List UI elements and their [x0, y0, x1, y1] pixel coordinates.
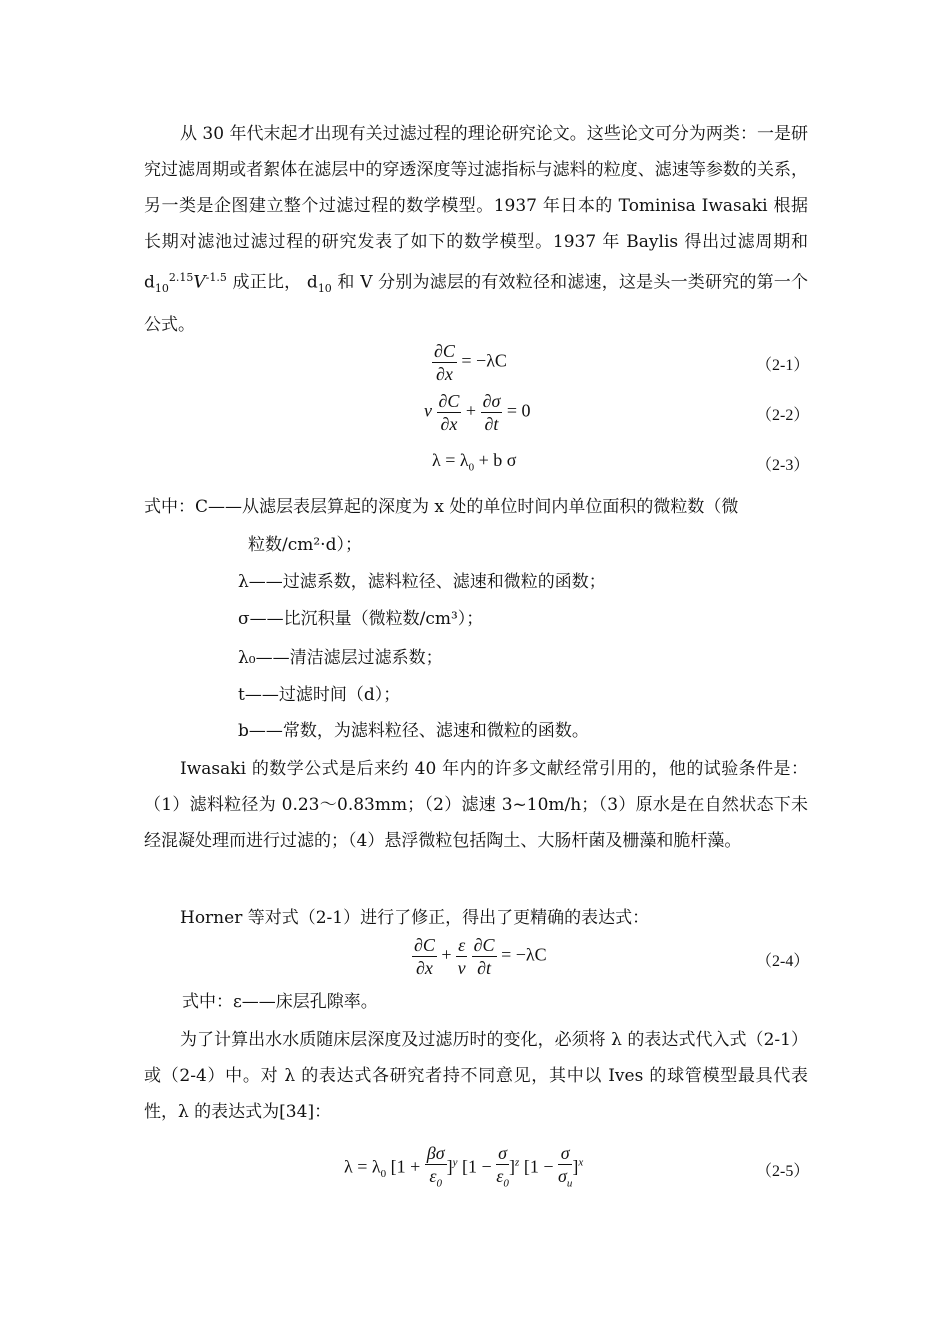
numerator: ∂C — [438, 391, 460, 411]
subscript-10: 10 — [154, 282, 169, 296]
numerator: ε — [458, 935, 466, 955]
denominator — [425, 1165, 447, 1195]
fraction — [437, 390, 462, 435]
subscript-0: 0 — [436, 1177, 442, 1190]
equation-label-2-4: （2-4） — [756, 953, 810, 970]
equation-2-4 — [412, 934, 547, 979]
equation-2-5 — [344, 1142, 583, 1195]
epsilon: ε — [429, 1166, 437, 1186]
bracket-open: [1 − — [462, 1156, 492, 1177]
exponent-y: y — [452, 1156, 458, 1169]
intro-tail-2: 和 V 分别为滤层的有效粒径和滤速，这是头一类研究的第一个公式。 — [144, 272, 808, 336]
equation-lhs: λ = λ — [344, 1156, 381, 1177]
epsilon: ε — [496, 1166, 504, 1186]
definition-sigma: σ——比沉积量（微粒数/cm³）； — [238, 609, 484, 629]
definition-lambda: λ——过滤系数，滤料粒径、滤速和微粒的函数； — [238, 572, 606, 592]
bracket-open: [1 − — [523, 1156, 554, 1177]
denominator: ∂x — [436, 364, 453, 384]
denominator: ∂x — [416, 958, 433, 978]
exponent-z: z — [515, 1156, 520, 1169]
bracket-close: ] — [509, 1156, 516, 1177]
sigma: σ — [557, 1166, 567, 1186]
denominator: ∂x — [440, 414, 458, 434]
fraction — [496, 1142, 509, 1195]
denominator: v — [457, 958, 466, 978]
equation-rhs: = 0 — [506, 400, 531, 421]
denominator: ∂t — [484, 414, 499, 434]
denominator — [558, 1165, 572, 1195]
bracket-close: ] — [572, 1156, 579, 1177]
equation-2-1 — [432, 340, 507, 385]
paragraph-ives: 为了计算出水水质随床层深度及过滤历时的变化，必须将 λ 的表达式代入式（2-1）或（2-4）中。对 λ 的表达式各研究者持不同意见，其中以 Ives 的球管模型最具代表性，λ 的表达式为[34]： — [144, 1030, 808, 1122]
numerator: ∂C — [473, 935, 495, 955]
definition-c: 式中：C——从滤层表层算起的深度为 x 处的单位时间内单位面积的微粒数（微 — [144, 497, 739, 517]
intro-text: 从 30 年代末起才出现有关过滤过程的理论研究论文。这些论文可分为两类：一是研究过滤周期或者絮体在滤层中的穿透深度等过滤指标与滤料的粒度、滤速等参数的关系，另一类是企图建立整个过滤过程的数学模型。1937 年日本的 Tominisa Iwasaki 根据长期对滤池过滤过程的研究发表了如下的数学模型。1937 年 Baylis 得出过滤周期和 d — [144, 124, 808, 293]
equation-label-2-3: （2-3） — [756, 457, 810, 474]
numerator: ∂C — [414, 935, 435, 955]
fraction — [472, 934, 497, 979]
fraction — [558, 1142, 572, 1195]
equation-label-2-2: （2-2） — [756, 407, 810, 424]
definition-b: b——常数，为滤料粒径、滤速和微粒的函数。 — [238, 721, 589, 741]
plus-sign: + — [465, 400, 477, 421]
numerator: σ — [498, 1143, 508, 1163]
numerator: βσ — [426, 1143, 445, 1163]
definition-c-cont: 粒数/cm²·d）； — [248, 535, 362, 555]
equation-label-2-1: （2-1） — [756, 357, 810, 374]
paragraph-iwasaki: Iwasaki 的数学公式是后来约 40 年内的许多文献经常引用的，他的试验条件是：（1）滤料粒径为 0.23～0.83mm；（2）滤速 3~10m/h；（3）原水是在自然状态下未经混凝处理而进行过滤的；（4）悬浮微粒包括陶土、大肠杆菌及栅藻和脆杆藻。 — [144, 759, 808, 851]
exponent-x: x — [578, 1156, 584, 1169]
subscript-0: 0 — [468, 461, 475, 474]
definition-epsilon: 式中：ε——床层孔隙率。 — [182, 992, 378, 1012]
variable-v: v — [424, 400, 432, 421]
paragraph-horner: Horner 等对式（2-1）进行了修正，得出了更精确的表达式： — [180, 908, 650, 928]
subscript-0: 0 — [380, 1168, 387, 1181]
numerator: ∂σ — [482, 391, 501, 411]
equation-rhs: = −λC — [501, 944, 547, 965]
paragraph-intro — [144, 116, 808, 343]
superscript-2-15: 2.15 — [168, 271, 194, 284]
equation-2-2 — [424, 390, 531, 435]
bracket-open: [1 + — [390, 1156, 421, 1177]
intro-tail: 成正比， d — [226, 272, 318, 293]
plus-sign: + — [441, 944, 452, 965]
subscript-10-b: 10 — [317, 282, 332, 296]
definition-lambda0: λ₀——清洁滤层过滤系数； — [238, 648, 443, 668]
bracket-close: ] — [446, 1156, 453, 1177]
fraction — [412, 934, 437, 979]
fraction — [481, 390, 503, 435]
denominator — [496, 1165, 509, 1195]
equation-rhs: = −λC — [461, 350, 507, 371]
variable-v: V — [193, 272, 206, 293]
equation-rhs: + b σ — [474, 450, 517, 470]
superscript-minus-1-5: -1.5 — [205, 271, 227, 284]
fraction — [425, 1142, 447, 1195]
definition-t: t——过滤时间（d）； — [238, 685, 401, 705]
fraction — [432, 340, 457, 385]
equation-label-2-5: （2-5） — [756, 1163, 810, 1180]
equation-2-3 — [432, 450, 516, 474]
fraction — [456, 934, 467, 979]
equation-lhs: λ = λ — [432, 450, 469, 470]
subscript-0: 0 — [503, 1177, 509, 1190]
numerator: ∂C — [434, 341, 455, 361]
denominator: ∂t — [477, 958, 492, 978]
subscript-u: u — [566, 1177, 573, 1190]
numerator: σ — [558, 1142, 572, 1165]
